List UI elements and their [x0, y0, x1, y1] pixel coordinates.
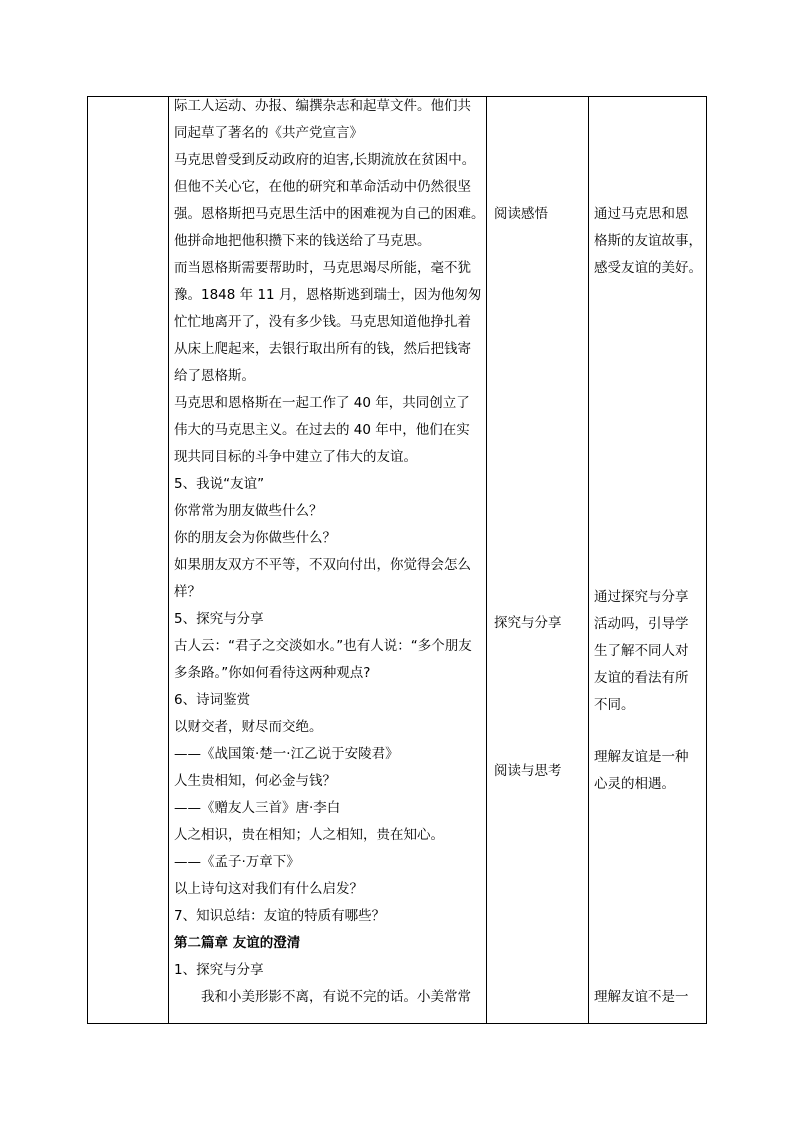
content-line: 而当恩格斯需要帮助时，马克思竭尽所能，毫不犹 — [174, 260, 471, 276]
content-line: 他拼命地把他积攒下来的钱送给了马克思。 — [174, 233, 431, 249]
question-line: 你的朋友会为你做些什么？ — [174, 530, 336, 546]
purpose-line: 不同。 — [594, 697, 635, 713]
column-divider — [486, 97, 487, 1023]
activity-label: 阅读与思考 — [494, 763, 562, 779]
section-heading: 6、诗词鉴赏 — [174, 692, 251, 708]
question-line: 你常常为朋友做些什么？ — [174, 503, 323, 519]
question-line: 样？ — [174, 584, 201, 600]
poem-line: 人生贵相知，何必金与钱？ — [174, 773, 336, 789]
content-line: 给了恩格斯。 — [174, 368, 255, 384]
column-divider — [588, 97, 589, 1023]
question-line: 如果朋友双方不平等，不双向付出，你觉得会怎么 — [174, 557, 471, 573]
section-heading: 7、知识总结：友谊的特质有哪些？ — [174, 908, 386, 924]
purpose-line: 理解友谊是一种 — [594, 749, 689, 765]
content-line: 际工人运动、办报、编撰杂志和起草文件。他们共 — [174, 98, 471, 114]
content-line: 马克思和恩格斯在一起工作了 40 年，共同创立了 — [174, 395, 470, 411]
poem-line: 人之相识，贵在相知；人之相知，贵在知心。 — [174, 827, 444, 843]
content-line: 从床上爬起来，去银行取出所有的钱，然后把钱寄 — [174, 341, 471, 357]
content-line: 古人云：“君子之交淡如水。”也有人说：“多个朋友 — [174, 638, 472, 654]
section-heading: 5、我说“友谊” — [174, 476, 265, 492]
content-line: 豫。1848 年 11 月，恩格斯逃到瑞士，因为他匆匆 — [174, 287, 482, 303]
content-line: 我和小美形影不离，有说不完的话。小美常常 — [201, 989, 471, 1005]
section-heading: 5、探究与分享 — [174, 611, 264, 627]
column-divider — [168, 97, 169, 1023]
chapter-heading: 第二篇章 友谊的澄清 — [174, 935, 301, 951]
section-heading: 1、探究与分享 — [174, 962, 264, 978]
purpose-line: 理解友谊不是一 — [594, 989, 689, 1005]
lesson-table — [87, 96, 707, 1024]
purpose-line: 通过马克思和恩 — [594, 206, 689, 222]
content-line: 现共同目标的斗争中建立了伟大的友谊。 — [174, 449, 417, 465]
activity-label: 阅读感悟 — [494, 206, 548, 222]
purpose-line: 生了解不同人对 — [594, 643, 689, 659]
purpose-line: 友谊的看法有所 — [594, 670, 689, 686]
content-line: 但他不关心它，在他的研究和革命活动中仍然很坚 — [174, 179, 471, 195]
poem-line: 以财交者，财尽而交绝。 — [174, 719, 323, 735]
question-line: 以上诗句这对我们有什么启发？ — [174, 881, 363, 897]
purpose-line: 感受友谊的美好。 — [594, 260, 702, 276]
poem-source: ——《战国策·楚一·江乙说于安陵君》 — [174, 746, 399, 762]
purpose-line: 通过探究与分享 — [594, 589, 689, 605]
poem-source: ——《孟子·万章下》 — [174, 854, 300, 870]
purpose-line: 心灵的相遇。 — [594, 776, 675, 792]
content-line: 伟大的马克思主义。在过去的 40 年中，他们在实 — [174, 422, 470, 438]
content-line: 马克思曾受到反动政府的迫害,长期流放在贫困中。 — [174, 152, 476, 168]
content-line: 多条路。”你如何看待这两种观点? — [174, 665, 371, 681]
content-line: 强。恩格斯把马克思生活中的困难视为自己的困难。 — [174, 206, 485, 222]
purpose-line: 格斯的友谊故事， — [594, 233, 702, 249]
content-line: 同起草了著名的《共产党宣言》 — [174, 125, 363, 141]
purpose-line: 活动吗，引导学 — [594, 616, 689, 632]
activity-label: 探究与分享 — [494, 615, 562, 631]
poem-source: ——《赠友人三首》唐·李白 — [174, 800, 341, 816]
content-line: 忙忙地离开了，没有多少钱。马克思知道他挣扎着 — [174, 314, 471, 330]
